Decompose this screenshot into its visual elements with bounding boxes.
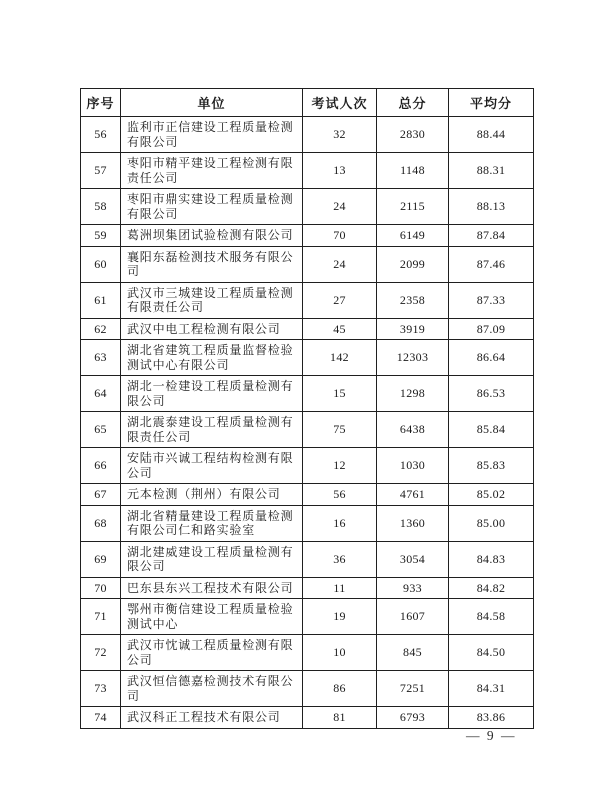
total-score-cell: 7251 <box>377 671 449 707</box>
total-score-cell: 1298 <box>377 376 449 412</box>
row-index-cell: 58 <box>81 189 121 225</box>
total-score-cell: 933 <box>377 577 449 599</box>
unit-name-cell: 湖北省精量建设工程质量检测有限公司仁和路实验室 <box>121 505 303 541</box>
average-score-cell: 87.33 <box>449 282 534 318</box>
exam-count-cell: 12 <box>303 448 377 484</box>
total-score-cell: 2830 <box>377 117 449 153</box>
unit-name-cell: 武汉市三城建设工程质量检测有限责任公司 <box>121 282 303 318</box>
table-row <box>81 246 534 282</box>
exam-count-cell: 10 <box>303 635 377 671</box>
average-score-cell: 88.44 <box>449 117 534 153</box>
row-index-cell: 62 <box>81 318 121 340</box>
average-score-cell: 84.58 <box>449 599 534 635</box>
total-score-cell: 1148 <box>377 153 449 189</box>
average-score-cell: 87.46 <box>449 246 534 282</box>
total-score-cell: 2099 <box>377 246 449 282</box>
row-index-cell: 68 <box>81 505 121 541</box>
total-score-cell: 2115 <box>377 189 449 225</box>
unit-name-cell: 襄阳东磊检测技术服务有限公司 <box>121 246 303 282</box>
average-score-cell: 85.84 <box>449 412 534 448</box>
average-score-cell: 84.31 <box>449 671 534 707</box>
table-row <box>81 577 534 599</box>
table-row <box>81 189 534 225</box>
unit-name-cell: 武汉科正工程技术有限公司 <box>121 707 303 729</box>
average-score-cell: 83.86 <box>449 707 534 729</box>
total-score-cell: 2358 <box>377 282 449 318</box>
header-avg: 平均分 <box>449 89 534 117</box>
average-score-cell: 84.50 <box>449 635 534 671</box>
exam-count-cell: 19 <box>303 599 377 635</box>
average-score-cell: 87.84 <box>449 225 534 247</box>
total-score-cell: 3054 <box>377 541 449 577</box>
table-row <box>81 412 534 448</box>
total-score-cell: 1607 <box>377 599 449 635</box>
table-row <box>81 707 534 729</box>
row-index-cell: 63 <box>81 340 121 376</box>
exam-count-cell: 27 <box>303 282 377 318</box>
row-index-cell: 66 <box>81 448 121 484</box>
row-index-cell: 56 <box>81 117 121 153</box>
total-score-cell: 1360 <box>377 505 449 541</box>
header-total: 总分 <box>377 89 449 117</box>
header-unit: 单位 <box>121 89 303 117</box>
exam-count-cell: 86 <box>303 671 377 707</box>
exam-count-cell: 32 <box>303 117 377 153</box>
average-score-cell: 84.82 <box>449 577 534 599</box>
total-score-cell: 6793 <box>377 707 449 729</box>
exam-count-cell: 11 <box>303 577 377 599</box>
table-row <box>81 282 534 318</box>
unit-name-cell: 武汉恒信德嘉检测技术有限公司 <box>121 671 303 707</box>
exam-count-cell: 142 <box>303 340 377 376</box>
table-row <box>81 117 534 153</box>
row-index-cell: 73 <box>81 671 121 707</box>
exam-count-cell: 70 <box>303 225 377 247</box>
row-index-cell: 65 <box>81 412 121 448</box>
average-score-cell: 85.83 <box>449 448 534 484</box>
exam-count-cell: 13 <box>303 153 377 189</box>
unit-name-cell: 湖北省建筑工程质量监督检验测试中心有限公司 <box>121 340 303 376</box>
table-row <box>81 376 534 412</box>
total-score-cell: 6438 <box>377 412 449 448</box>
unit-name-cell: 枣阳市鼎实建设工程质量检测有限公司 <box>121 189 303 225</box>
table-row <box>81 225 534 247</box>
page-number: — 9 — <box>466 728 517 743</box>
average-score-cell: 88.13 <box>449 189 534 225</box>
table-row <box>81 318 534 340</box>
exam-count-cell: 15 <box>303 376 377 412</box>
row-index-cell: 69 <box>81 541 121 577</box>
unit-name-cell: 葛洲坝集团试验检测有限公司 <box>121 225 303 247</box>
exam-count-cell: 81 <box>303 707 377 729</box>
table-row <box>81 448 534 484</box>
table-row <box>81 340 534 376</box>
header-row <box>81 89 534 117</box>
exam-count-cell: 24 <box>303 189 377 225</box>
total-score-cell: 6149 <box>377 225 449 247</box>
unit-name-cell: 监利市正信建设工程质量检测有限公司 <box>121 117 303 153</box>
score-table <box>80 88 534 729</box>
row-index-cell: 60 <box>81 246 121 282</box>
average-score-cell: 86.53 <box>449 376 534 412</box>
row-index-cell: 72 <box>81 635 121 671</box>
total-score-cell: 4761 <box>377 484 449 506</box>
exam-count-cell: 75 <box>303 412 377 448</box>
average-score-cell: 85.02 <box>449 484 534 506</box>
average-score-cell: 87.09 <box>449 318 534 340</box>
unit-name-cell: 武汉中电工程检测有限公司 <box>121 318 303 340</box>
row-index-cell: 61 <box>81 282 121 318</box>
average-score-cell: 84.83 <box>449 541 534 577</box>
row-index-cell: 64 <box>81 376 121 412</box>
table-row <box>81 599 534 635</box>
unit-name-cell: 枣阳市精平建设工程检测有限责任公司 <box>121 153 303 189</box>
exam-count-cell: 24 <box>303 246 377 282</box>
exam-count-cell: 56 <box>303 484 377 506</box>
total-score-cell: 845 <box>377 635 449 671</box>
header-no: 序号 <box>81 89 121 117</box>
table-body <box>81 117 534 729</box>
unit-name-cell: 湖北一检建设工程质量检测有限公司 <box>121 376 303 412</box>
unit-name-cell: 安陆市兴诚工程结构检测有限公司 <box>121 448 303 484</box>
table-header <box>81 89 534 117</box>
table-row <box>81 153 534 189</box>
table-row <box>81 484 534 506</box>
unit-name-cell: 湖北震泰建设工程质量检测有限责任公司 <box>121 412 303 448</box>
total-score-cell: 12303 <box>377 340 449 376</box>
unit-name-cell: 元本检测（荆州）有限公司 <box>121 484 303 506</box>
row-index-cell: 70 <box>81 577 121 599</box>
exam-count-cell: 16 <box>303 505 377 541</box>
unit-name-cell: 湖北建威建设工程质量检测有限公司 <box>121 541 303 577</box>
row-index-cell: 57 <box>81 153 121 189</box>
total-score-cell: 3919 <box>377 318 449 340</box>
exam-count-cell: 36 <box>303 541 377 577</box>
table-row <box>81 635 534 671</box>
unit-name-cell: 鄂州市衡信建设工程质量检验测试中心 <box>121 599 303 635</box>
header-count: 考试人次 <box>303 89 377 117</box>
unit-name-cell: 巴东县东兴工程技术有限公司 <box>121 577 303 599</box>
table-row <box>81 671 534 707</box>
average-score-cell: 86.64 <box>449 340 534 376</box>
row-index-cell: 67 <box>81 484 121 506</box>
average-score-cell: 85.00 <box>449 505 534 541</box>
table-row <box>81 541 534 577</box>
total-score-cell: 1030 <box>377 448 449 484</box>
unit-name-cell: 武汉市忱诚工程质量检测有限公司 <box>121 635 303 671</box>
row-index-cell: 74 <box>81 707 121 729</box>
average-score-cell: 88.31 <box>449 153 534 189</box>
row-index-cell: 71 <box>81 599 121 635</box>
exam-count-cell: 45 <box>303 318 377 340</box>
row-index-cell: 59 <box>81 225 121 247</box>
table-row <box>81 505 534 541</box>
